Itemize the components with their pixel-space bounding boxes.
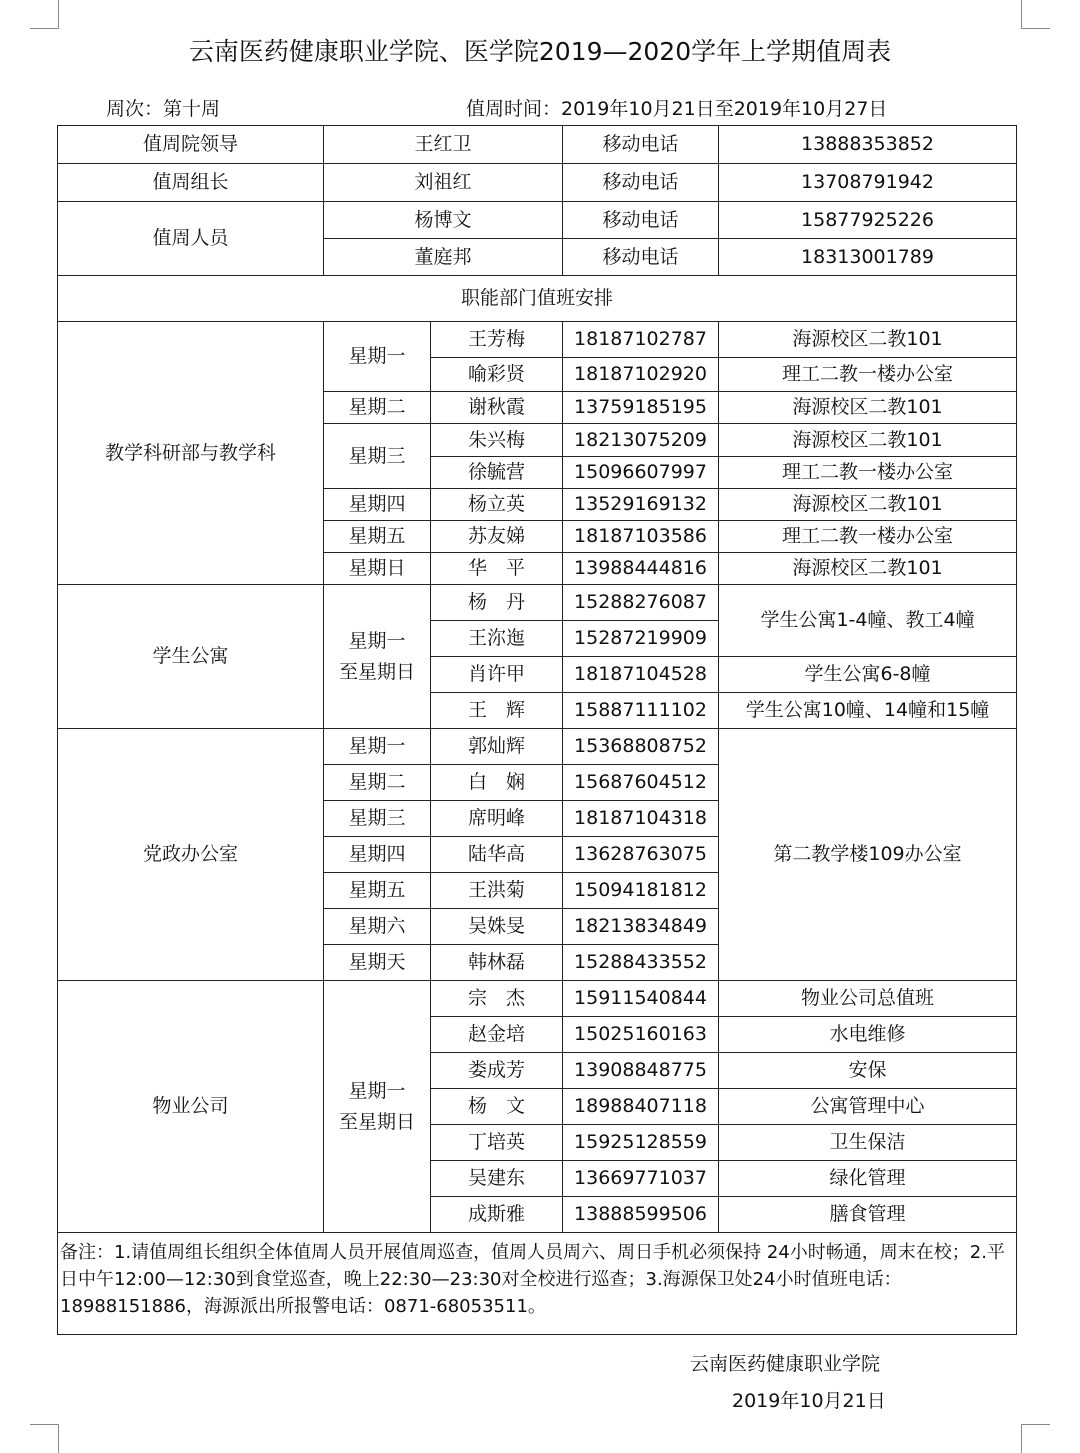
head-row bbox=[58, 164, 1017, 202]
duty-dates: 值周时间：2019年10月21日至2019年10月27日 bbox=[466, 98, 888, 120]
phone-cell: 13888599506 bbox=[563, 1197, 719, 1233]
phone-cell: 15877925226 bbox=[719, 202, 1017, 239]
phone-cell: 18988407118 bbox=[563, 1089, 719, 1125]
name-cell: 朱兴梅 bbox=[431, 424, 563, 457]
phone-cell: 13529169132 bbox=[563, 489, 719, 521]
crop-mark-bottom-right bbox=[1021, 1424, 1050, 1453]
day-range-cell bbox=[324, 585, 431, 729]
name-cell: 杨博文 bbox=[324, 202, 563, 239]
phone-cell: 18213834849 bbox=[563, 909, 719, 945]
name-cell: 王沵迤 bbox=[431, 621, 563, 657]
place-cell: 第二教学楼109办公室 bbox=[719, 729, 1017, 981]
phone-cell: 15925128559 bbox=[563, 1125, 719, 1161]
name-cell: 董庭邦 bbox=[324, 239, 563, 276]
name-cell: 席明峰 bbox=[431, 801, 563, 837]
day-cell: 星期五 bbox=[324, 521, 431, 553]
phone-label-cell: 移动电话 bbox=[563, 202, 719, 239]
day-range-start: 星期一 bbox=[348, 1080, 406, 1103]
role-cell: 值周人员 bbox=[58, 202, 324, 276]
day-cell: 星期三 bbox=[324, 801, 431, 837]
signature-date: 2019年10月21日 bbox=[732, 1390, 886, 1412]
section-row bbox=[58, 276, 1017, 322]
phone-cell: 18187102787 bbox=[563, 322, 719, 358]
staff-row bbox=[58, 202, 1017, 239]
place-cell: 海源校区二教101 bbox=[719, 553, 1017, 585]
name-cell: 白 娴 bbox=[431, 765, 563, 801]
place-cell: 海源校区二教101 bbox=[719, 424, 1017, 457]
day-cell: 星期四 bbox=[324, 837, 431, 873]
dept-cell: 学生公寓 bbox=[58, 585, 324, 729]
day-range-start: 星期一 bbox=[348, 630, 406, 653]
phone-cell: 15096607997 bbox=[563, 457, 719, 489]
place-cell: 卫生保洁 bbox=[719, 1125, 1017, 1161]
name-cell: 成斯雅 bbox=[431, 1197, 563, 1233]
phone-cell: 15288276087 bbox=[563, 585, 719, 621]
dept-cell: 物业公司 bbox=[58, 981, 324, 1233]
place-cell: 理工二教一楼办公室 bbox=[719, 457, 1017, 489]
leader-row bbox=[58, 126, 1017, 164]
name-cell: 徐毓营 bbox=[431, 457, 563, 489]
phone-cell: 15287219909 bbox=[563, 621, 719, 657]
place-cell: 膳食管理 bbox=[719, 1197, 1017, 1233]
phone-cell: 13759185195 bbox=[563, 392, 719, 424]
notes-row bbox=[58, 1233, 1017, 1335]
place-cell: 绿化管理 bbox=[719, 1161, 1017, 1197]
place-cell: 物业公司总值班 bbox=[719, 981, 1017, 1017]
place-cell: 海源校区二教101 bbox=[719, 392, 1017, 424]
phone-cell: 18187102920 bbox=[563, 358, 719, 392]
day-cell: 星期一 bbox=[324, 322, 431, 392]
name-cell: 王 辉 bbox=[431, 693, 563, 729]
phone-cell: 18187104318 bbox=[563, 801, 719, 837]
table-row bbox=[58, 585, 1017, 621]
phone-cell: 15887111102 bbox=[563, 693, 719, 729]
phone-cell: 13888353852 bbox=[719, 126, 1017, 164]
phone-cell: 13908848775 bbox=[563, 1053, 719, 1089]
phone-cell: 18187104528 bbox=[563, 657, 719, 693]
name-cell: 华 平 bbox=[431, 553, 563, 585]
dept-cell: 党政办公室 bbox=[58, 729, 324, 981]
day-cell: 星期二 bbox=[324, 765, 431, 801]
name-cell: 杨立英 bbox=[431, 489, 563, 521]
crop-mark-top-left bbox=[30, 0, 59, 29]
page-title: 云南医药健康职业学院、医学院2019—2020学年上学期值周表 bbox=[188, 37, 892, 66]
phone-cell: 15025160163 bbox=[563, 1017, 719, 1053]
place-cell: 水电维修 bbox=[719, 1017, 1017, 1053]
crop-mark-top-right bbox=[1021, 0, 1050, 29]
place-cell: 安保 bbox=[719, 1053, 1017, 1089]
table-row bbox=[58, 981, 1017, 1017]
day-range-end: 至星期日 bbox=[338, 1110, 415, 1133]
phone-cell: 15288433552 bbox=[563, 945, 719, 981]
name-cell: 谢秋霞 bbox=[431, 392, 563, 424]
phone-cell: 18187103586 bbox=[563, 521, 719, 553]
day-cell: 星期六 bbox=[324, 909, 431, 945]
name-cell: 王红卫 bbox=[324, 126, 563, 164]
name-cell: 陆华高 bbox=[431, 837, 563, 873]
day-cell: 星期五 bbox=[324, 873, 431, 909]
name-cell: 王洪菊 bbox=[431, 873, 563, 909]
day-range-end: 至星期日 bbox=[338, 660, 415, 683]
name-cell: 杨 丹 bbox=[431, 585, 563, 621]
name-cell: 宗 杰 bbox=[431, 981, 563, 1017]
table-row bbox=[58, 729, 1017, 765]
phone-label-cell: 移动电话 bbox=[563, 126, 719, 164]
phone-cell: 18313001789 bbox=[719, 239, 1017, 276]
crop-mark-bottom-left bbox=[30, 1424, 59, 1453]
place-cell: 理工二教一楼办公室 bbox=[719, 521, 1017, 553]
place-cell: 海源校区二教101 bbox=[719, 489, 1017, 521]
duty-table bbox=[57, 125, 1017, 1335]
place-cell: 公寓管理中心 bbox=[719, 1089, 1017, 1125]
day-cell: 星期天 bbox=[324, 945, 431, 981]
name-cell: 郭灿辉 bbox=[431, 729, 563, 765]
section-title: 职能部门值班安排 bbox=[58, 276, 1017, 322]
day-cell: 星期四 bbox=[324, 489, 431, 521]
phone-cell: 13669771037 bbox=[563, 1161, 719, 1197]
name-cell: 韩林磊 bbox=[431, 945, 563, 981]
name-cell: 吴建东 bbox=[431, 1161, 563, 1197]
day-range-cell bbox=[324, 981, 431, 1233]
name-cell: 丁培英 bbox=[431, 1125, 563, 1161]
place-cell: 学生公寓10幢、14幢和15幢 bbox=[719, 693, 1017, 729]
day-cell: 星期日 bbox=[324, 553, 431, 585]
dept-cell: 教学科研部与教学科 bbox=[58, 322, 324, 585]
phone-cell: 18213075209 bbox=[563, 424, 719, 457]
place-cell: 理工二教一楼办公室 bbox=[719, 358, 1017, 392]
phone-cell: 15368808752 bbox=[563, 729, 719, 765]
table-row bbox=[58, 322, 1017, 358]
name-cell: 喻彩贤 bbox=[431, 358, 563, 392]
role-cell: 值周组长 bbox=[58, 164, 324, 202]
phone-cell: 13628763075 bbox=[563, 837, 719, 873]
day-cell: 星期二 bbox=[324, 392, 431, 424]
phone-label-cell: 移动电话 bbox=[563, 239, 719, 276]
phone-label-cell: 移动电话 bbox=[563, 164, 719, 202]
phone-cell: 15687604512 bbox=[563, 765, 719, 801]
signature-org: 云南医药健康职业学院 bbox=[690, 1353, 881, 1375]
name-cell: 杨 文 bbox=[431, 1089, 563, 1125]
week-label: 周次：第十周 bbox=[106, 98, 221, 120]
name-cell: 刘祖红 bbox=[324, 164, 563, 202]
role-cell: 值周院领导 bbox=[58, 126, 324, 164]
place-cell: 学生公寓6-8幢 bbox=[719, 657, 1017, 693]
day-cell: 星期三 bbox=[324, 424, 431, 489]
name-cell: 肖许甲 bbox=[431, 657, 563, 693]
phone-cell: 15911540844 bbox=[563, 981, 719, 1017]
phone-cell: 13988444816 bbox=[563, 553, 719, 585]
phone-cell: 15094181812 bbox=[563, 873, 719, 909]
day-cell: 星期一 bbox=[324, 729, 431, 765]
notes-cell: 备注：1.请值周组长组织全体值周人员开展值周巡查，值周人员周六、周日手机必须保持 24小时畅通，周末在校；2.平日中午12:00—12:30到食堂巡查，晚上22:30—23:30对全校进行巡查；3.海源保卫处24小时值班电话：18988151886，海源派出所报警电话：0871-68053511。 bbox=[58, 1233, 1017, 1335]
place-cell: 海源校区二教101 bbox=[719, 322, 1017, 358]
phone-cell: 13708791942 bbox=[719, 164, 1017, 202]
name-cell: 娄成芳 bbox=[431, 1053, 563, 1089]
name-cell: 吴姝旻 bbox=[431, 909, 563, 945]
name-cell: 赵金培 bbox=[431, 1017, 563, 1053]
place-cell: 学生公寓1-4幢、教工4幢 bbox=[719, 585, 1017, 657]
name-cell: 王芳梅 bbox=[431, 322, 563, 358]
name-cell: 苏友娣 bbox=[431, 521, 563, 553]
